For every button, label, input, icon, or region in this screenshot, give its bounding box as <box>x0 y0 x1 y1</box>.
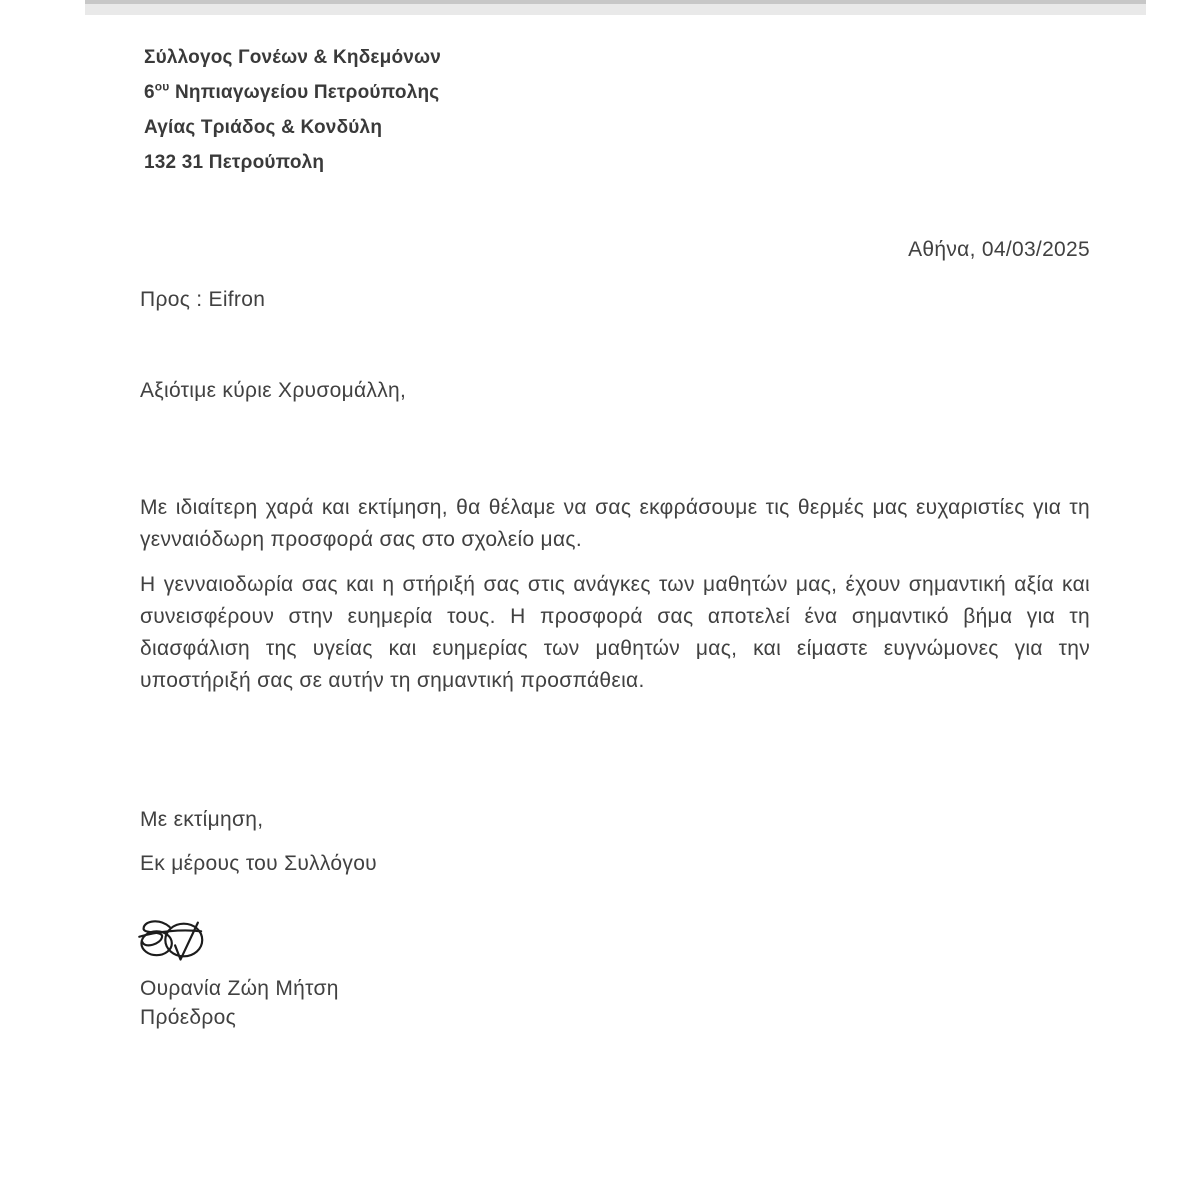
letterhead-street-address: Αγίας Τριάδος & Κονδύλη <box>144 117 383 138</box>
body-paragraph-1: Με ιδιαίτερη χαρά και εκτίμηση, θα θέλαμε να σας εκφράσουμε τις θερμές μας ευχαριστίες για τη γενναιόδωρη προσφορά σας στο σχολείο μας. <box>140 496 1090 551</box>
letterhead-school-name <box>144 79 441 114</box>
date-line: Αθήνα, 04/03/2025 <box>908 238 1090 261</box>
letterhead-association-name: Σύλλογος Γονέων & Κηδεμόνων <box>144 47 442 68</box>
signer-name: Ουρανία Ζώη Μήτση <box>140 977 339 1000</box>
salutation-line: Αξιότιμε κύριε Χρυσομάλλη, <box>140 379 407 402</box>
letterhead-school-rest: Νηπιαγωγείου Πετρούπολης <box>174 82 440 103</box>
letterhead <box>144 44 441 184</box>
signer-block <box>140 974 339 1032</box>
letterhead-ordinal-superscript: ου <box>154 79 170 94</box>
letterhead-school-number: 6 <box>144 82 155 103</box>
closing-regards: Με εκτίμηση, <box>140 808 264 831</box>
closing-on-behalf: Εκ μέρους του Συλλόγου <box>140 852 377 875</box>
signature-scribble-icon <box>136 916 212 964</box>
page-top-edge-bar <box>85 0 1146 15</box>
recipient-line: Προς : Eifron <box>140 288 266 311</box>
body-paragraph-2: Η γενναιοδωρία σας και η στήριξή σας στις ανάγκες των μαθητών μας, έχουν σημαντική αξία και συνεισφέρουν στην ευημερία τους. Η προσφορά σας αποτελεί ένα σημαντικό βήμα για τη διασφάλιση της υγείας και ευημερίας των μαθητών μας, και είμαστε ευγνώμονες για την υποστήριξή σας σε αυτήν τη σημαντική προσπάθεια. <box>140 573 1090 692</box>
signer-title: Πρόεδρος <box>140 1006 236 1029</box>
letterhead-postal-city: 132 31 Πετρούπολη <box>144 152 325 173</box>
